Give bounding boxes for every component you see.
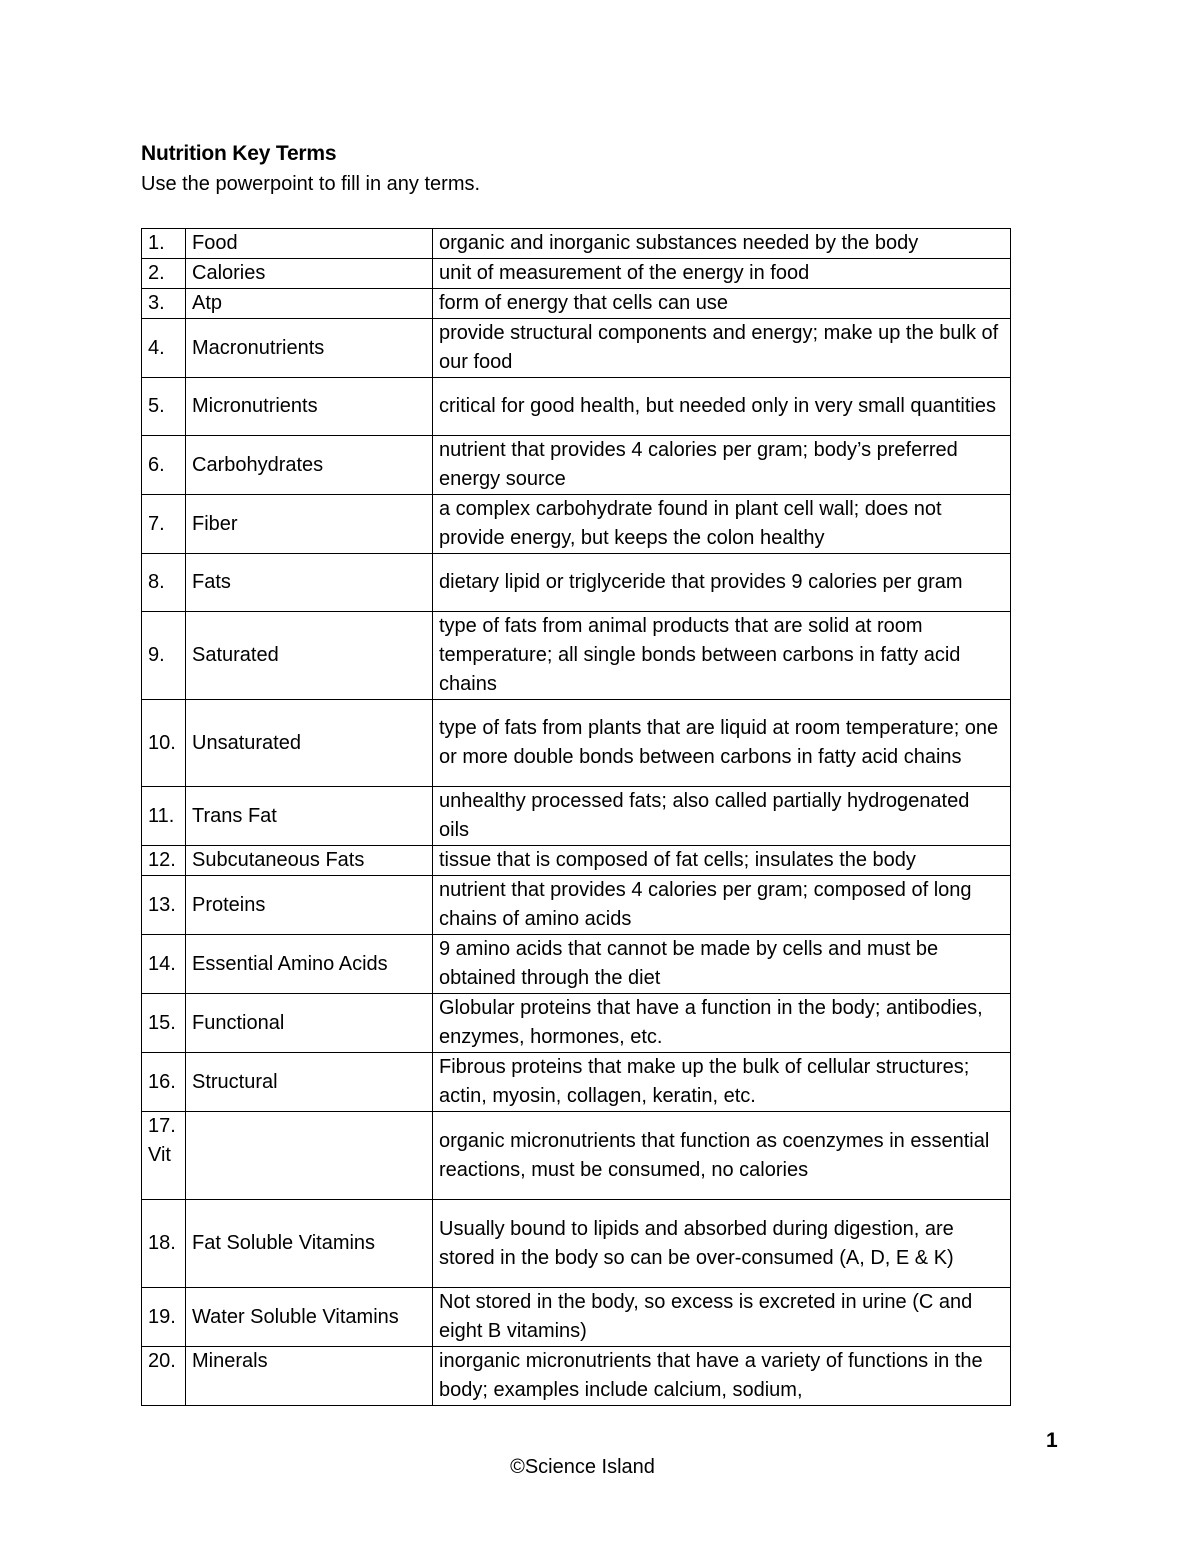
term-definition: provide structural components and energy; make up the bulk of our food <box>433 319 1011 378</box>
term-name: Structural <box>186 1053 433 1112</box>
term-number: 3. <box>142 289 186 319</box>
term-number: 4. <box>142 319 186 378</box>
term-name: Saturated <box>186 612 433 700</box>
footer-copyright: ©Science Island <box>510 1456 655 1478</box>
term-number: 19. <box>142 1288 186 1347</box>
table-row <box>142 1200 1011 1288</box>
table-row <box>142 436 1011 495</box>
term-definition: Usually bound to lipids and absorbed during digestion, are stored in the body so can be over-consumed (A, D, E & K) <box>433 1200 1011 1288</box>
term-number: 1. <box>142 229 186 259</box>
table-row <box>142 554 1011 612</box>
table-row <box>142 1053 1011 1112</box>
term-name: Macronutrients <box>186 319 433 378</box>
table-row <box>142 994 1011 1053</box>
table-row <box>142 289 1011 319</box>
term-name: Proteins <box>186 876 433 935</box>
term-name: Trans Fat <box>186 787 433 846</box>
term-number: 2. <box>142 259 186 289</box>
term-number: 7. <box>142 495 186 554</box>
term-name: Unsaturated <box>186 700 433 787</box>
term-name: Micronutrients <box>186 378 433 436</box>
term-definition: dietary lipid or triglyceride that provides 9 calories per gram <box>433 554 1011 612</box>
term-number: 6. <box>142 436 186 495</box>
term-name <box>186 1112 433 1200</box>
term-name: Calories <box>186 259 433 289</box>
term-definition: organic and inorganic substances needed by the body <box>433 229 1011 259</box>
term-name: Water Soluble Vitamins <box>186 1288 433 1347</box>
term-name: Atp <box>186 289 433 319</box>
term-number: 5. <box>142 378 186 436</box>
term-name: Food <box>186 229 433 259</box>
page-subtitle: Use the powerpoint to fill in any terms. <box>141 173 481 195</box>
term-name: Fat Soluble Vitamins <box>186 1200 433 1288</box>
table-row <box>142 876 1011 935</box>
term-definition: inorganic micronutrients that have a variety of functions in the body; examples include calcium, sodium, <box>433 1347 1011 1406</box>
term-number: 17. Vit <box>142 1112 186 1200</box>
term-definition: unhealthy processed fats; also called partially hydrogenated oils <box>433 787 1011 846</box>
term-name: Fiber <box>186 495 433 554</box>
term-number: 11. <box>142 787 186 846</box>
term-definition: type of fats from plants that are liquid at room temperature; one or more double bonds between carbons in fatty acid chains <box>433 700 1011 787</box>
table-row <box>142 1288 1011 1347</box>
term-number: 9. <box>142 612 186 700</box>
term-name: Subcutaneous Fats <box>186 846 433 876</box>
term-definition: unit of measurement of the energy in food <box>433 259 1011 289</box>
term-number: 12. <box>142 846 186 876</box>
table-row <box>142 1112 1011 1200</box>
term-definition: critical for good health, but needed only in very small quantities <box>433 378 1011 436</box>
term-definition: type of fats from animal products that are solid at room temperature; all single bonds between carbons in fatty acid chains <box>433 612 1011 700</box>
term-number: 13. <box>142 876 186 935</box>
term-name: Carbohydrates <box>186 436 433 495</box>
term-name: Minerals <box>186 1347 433 1406</box>
term-definition: Fibrous proteins that make up the bulk of cellular structures; actin, myosin, collagen, keratin, etc. <box>433 1053 1011 1112</box>
term-number: 10. <box>142 700 186 787</box>
table-row <box>142 935 1011 994</box>
term-name: Fats <box>186 554 433 612</box>
term-number: 20. <box>142 1347 186 1406</box>
table-row <box>142 787 1011 846</box>
term-definition: nutrient that provides 4 calories per gram; composed of long chains of amino acids <box>433 876 1011 935</box>
term-definition: Not stored in the body, so excess is excreted in urine (C and eight B vitamins) <box>433 1288 1011 1347</box>
table-row <box>142 495 1011 554</box>
term-definition: a complex carbohydrate found in plant cell wall; does not provide energy, but keeps the colon healthy <box>433 495 1011 554</box>
term-number: 14. <box>142 935 186 994</box>
table-row <box>142 846 1011 876</box>
term-definition: tissue that is composed of fat cells; insulates the body <box>433 846 1011 876</box>
table-row <box>142 259 1011 289</box>
term-definition: nutrient that provides 4 calories per gram; body’s preferred energy source <box>433 436 1011 495</box>
page-title: Nutrition Key Terms <box>141 142 337 165</box>
term-name: Functional <box>186 994 433 1053</box>
term-definition: organic micronutrients that function as coenzymes in essential reactions, must be consumed, no calories <box>433 1112 1011 1200</box>
page-number: 1 <box>1046 1429 1058 1452</box>
term-number: 18. <box>142 1200 186 1288</box>
table-row <box>142 229 1011 259</box>
key-terms-table <box>141 228 1011 1406</box>
term-number: 16. <box>142 1053 186 1112</box>
term-definition: Globular proteins that have a function in the body; antibodies, enzymes, hormones, etc. <box>433 994 1011 1053</box>
term-number: 8. <box>142 554 186 612</box>
term-number: 15. <box>142 994 186 1053</box>
table-row <box>142 319 1011 378</box>
table-row <box>142 700 1011 787</box>
term-definition: 9 amino acids that cannot be made by cells and must be obtained through the diet <box>433 935 1011 994</box>
table-row <box>142 1347 1011 1406</box>
term-name: Essential Amino Acids <box>186 935 433 994</box>
table-row <box>142 612 1011 700</box>
table-row <box>142 378 1011 436</box>
term-definition: form of energy that cells can use <box>433 289 1011 319</box>
